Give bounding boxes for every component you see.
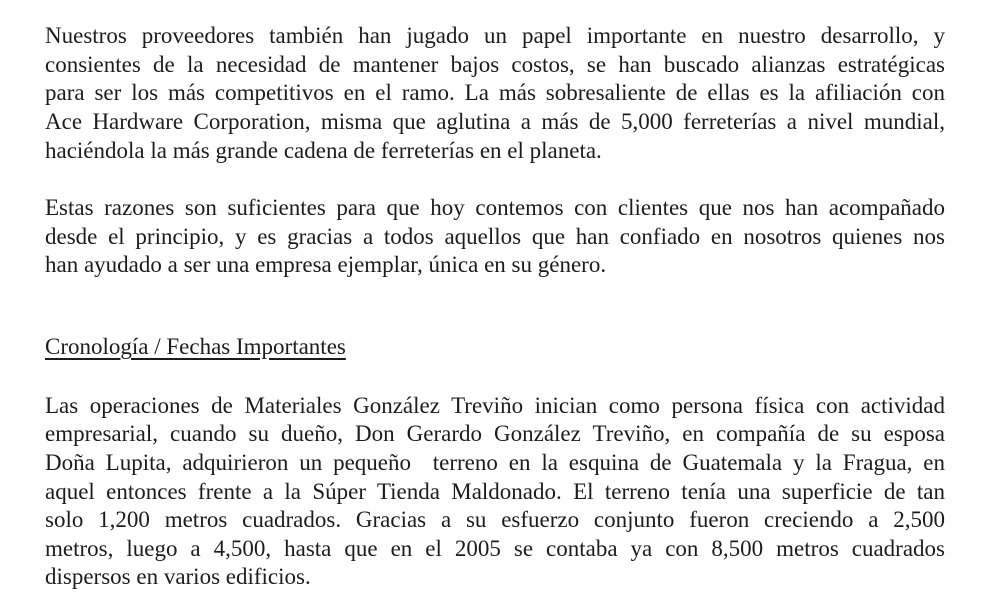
text-line: empresarial, cuando su dueño, Don Gerardo González Treviño, en compañía de su esposa bbox=[45, 421, 945, 447]
text-line: consientes de la necesidad de mantener bajos costos, se han buscado alianzas estratégicas bbox=[45, 51, 945, 77]
text-line: Doña Lupita, adquirieron un pequeño terreno en la esquina de Guatemala y la Fragua, en bbox=[45, 449, 945, 475]
paragraph-clientes bbox=[45, 194, 945, 280]
text-line: Nuestros proveedores también han jugado un papel importante en nuestro desarrollo, y bbox=[45, 23, 945, 48]
text-line: dispersos en varios edificios. bbox=[45, 564, 311, 590]
section-heading-cronologia: Cronología / Fechas Importantes bbox=[45, 333, 346, 359]
paragraph-operaciones bbox=[45, 392, 945, 593]
text-line: Las operaciones de Materiales González Treviño inician como persona física con actividad bbox=[45, 392, 945, 418]
text-line: Estas razones son suficientes para que hoy contemos con clientes que nos han acompañado bbox=[45, 194, 945, 220]
text-line: metros, luego a 4,500, hasta que en el 2005 se contaba ya con 8,500 metros cuadrados bbox=[45, 535, 945, 561]
text-line: solo 1,200 metros cuadrados. Gracias a su esfuerzo conjunto fueron creciendo a 2,500 bbox=[45, 507, 945, 533]
text-line: haciéndola la más grande cadena de ferreterías en el planeta. bbox=[45, 137, 602, 163]
paragraph-proveedores bbox=[45, 22, 945, 165]
text-line: han ayudado a ser una empresa ejemplar, única en su género. bbox=[45, 252, 607, 278]
text-line: para ser los más competitivos en el ramo. La más sobresaliente de ellas es la afiliación con bbox=[45, 80, 945, 106]
text-line: aquel entonces frente a la Súper Tienda Maldonado. El terreno tenía una superficie de tan bbox=[45, 478, 945, 504]
text-line: Ace Hardware Corporation, misma que aglutina a más de 5,000 ferreterías a nivel mundial, bbox=[45, 108, 945, 134]
text-line: desde el principio, y es gracias a todos aquellos que han confiado en nosotros quienes nos bbox=[45, 223, 945, 249]
